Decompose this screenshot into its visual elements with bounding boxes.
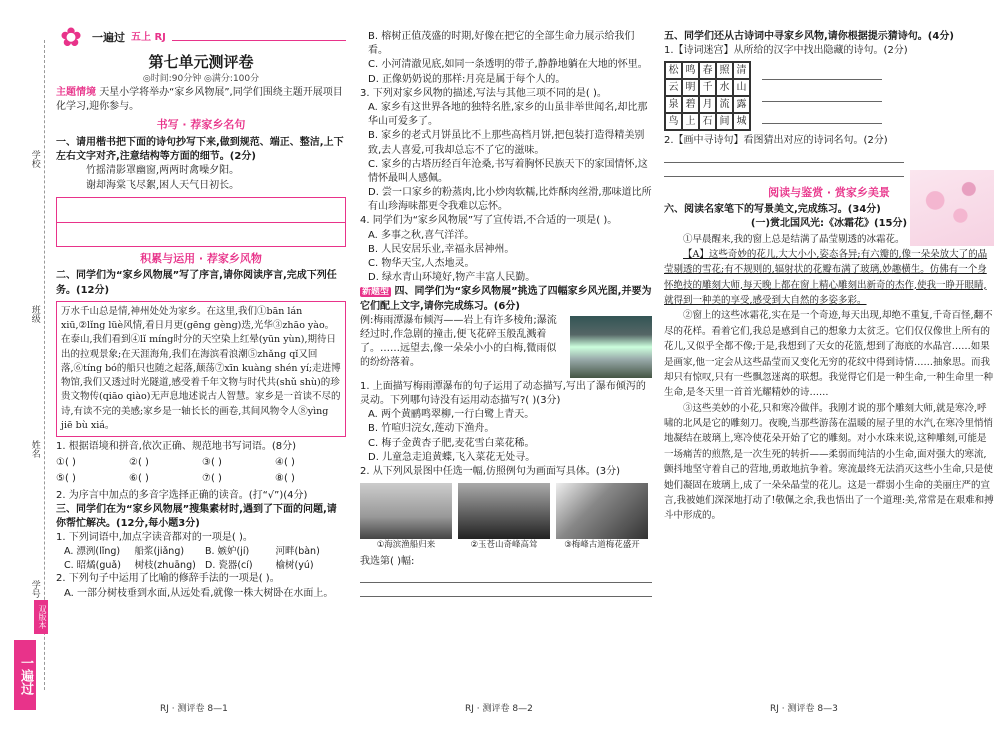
option-a[interactable]: A. 漂洌(lǐng) <box>64 546 121 558</box>
plum-blossom-painting <box>910 170 994 246</box>
maze-cell[interactable]: 水 <box>716 79 733 96</box>
page-1 <box>56 23 346 601</box>
maze-cell[interactable]: 露 <box>733 96 750 113</box>
blank-7[interactable]: ⑦( ) <box>202 473 222 485</box>
essay-paragraph-3: ③这些美妙的小花,只和寒冷做伴。我刚才说的那个雕刻大师,就是寒冷,呼啸的北风是它的雕刻刀。夜晚,当那些游荡在温暖的屋子里的水汽,在寒冷里悄悄地凝结在玻璃上,寒冷使花朵开始了它的雕刻。对小水珠来说,这种雕刻,可能是一场痛苦的煎熬,是一次生死的转折——柔弱而纯洁的小生命,面对强大的寒流,颤抖地坚守着自己的营地,勇敢地抗争着。寒流最终无法消灭这些小生命,只是使她们凝固在玻璃上,成了一朵朵晶莹的花儿。这是一群弱小生命的美丽庄严的宣言,我被她们深深地打动了!敬佩之余,我也悟出了一个道理:美,常常是在艰难和搏斗中形成的。 <box>664 402 994 522</box>
section-banner-reading: 阅读与鉴赏 · 赏家乡美景 <box>768 185 890 199</box>
question-3-4: 4. 同学们为“家乡风物展”写了宣传语,不合适的一项是( )。 <box>360 215 618 227</box>
plum-blossom-photo <box>556 483 648 539</box>
option-a2: 船浆(jiǎng) <box>134 546 185 558</box>
page-2 <box>360 30 652 597</box>
question-3-1-options <box>56 545 346 572</box>
picture-1-caption: ①海滨渔船归来 <box>376 540 436 551</box>
question-3-4-option-d[interactable]: D. 绿水青山环境好,物产丰富人民勤。 <box>368 272 536 284</box>
question-3-4-option-c[interactable]: C. 物华天宝,人杰地灵。 <box>368 258 475 269</box>
question-1: 一、请用楷书把下面的诗句抄写下来,做到规范、端正、整洁,上下左右文字对齐,注意结构等方面的细节。(2分) <box>56 137 344 163</box>
maze-cell[interactable]: 石 <box>699 113 716 130</box>
picture-2[interactable] <box>458 483 550 551</box>
example-text: 例:梅雨潭瀑布倾泻——岩上有许多棱角;瀑流经过时,作急剧的撞击,便飞花碎玉般乱溅着了。……远望去,像一朵朵小小的白梅,微雨似的纷纷落着。 <box>360 314 557 369</box>
maze-cell[interactable]: 间 <box>716 113 733 130</box>
maze-cell[interactable]: 鸣 <box>682 62 699 79</box>
section-banner-usage: 积累与运用 · 荐家乡风物 <box>140 251 262 265</box>
maze-cell[interactable]: 上 <box>682 113 699 130</box>
essay-paragraph-a: 【A】这些奇妙的花儿,大大小小,姿态各异;有六瓣的,像一朵朵放大了的晶莹剔透的雪花;有不规则的,辐射状的花瓣布满了玻璃,妙趣横生。仿佛有一个身怀绝技的雕刻大师,每天晚上都在窗上精心雕刻出新奇的杰作,使我一睁开眼睛,就得到一种美的享受,感受到大自然的多姿多彩。 <box>664 248 988 307</box>
maze-cell[interactable]: 山 <box>733 79 750 96</box>
question-3-2: 2. 下列句子中运用了比喻的修辞手法的一项是( )。 <box>56 573 280 585</box>
name-label: 姓名 <box>29 440 40 458</box>
blank-6[interactable]: ⑥( ) <box>129 473 149 485</box>
essay-paragraph-1: ①早晨醒来,我的窗上总是结满了晶莹剔透的冰霜花。 <box>683 233 905 245</box>
example-block <box>360 314 652 371</box>
question-3-2-option-d[interactable]: D. 正像奶奶说的那样:月亮是属于每个人的。 <box>368 73 566 85</box>
fishing-boat-photo <box>360 483 452 539</box>
maze-cell[interactable]: 春 <box>699 62 716 79</box>
reading-1-title: (一)赏北国风光:《冰霜花》(15分) <box>750 218 908 230</box>
question-2-2: 2. 为序言中加点的多音字选择正确的读音。(打“√”)(4分) <box>56 489 308 501</box>
test-title: 第七单元测评卷 <box>148 53 254 71</box>
blank-3[interactable]: ③( ) <box>202 457 222 469</box>
choose-prompt: 我选第( )幅: <box>360 556 415 568</box>
class-label: 班级 <box>29 305 40 323</box>
maze-cell[interactable]: 云 <box>665 79 682 96</box>
question-3-3-option-c[interactable]: C. 家乡的古塔历经百年沧桑,书写着胸怀民族天下的家国情怀,这情怀最叫人感佩。 <box>368 158 648 184</box>
maze-cell[interactable]: 明 <box>682 79 699 96</box>
new-type-tag: 新题型 <box>362 287 390 298</box>
header-brand: 一遍过 <box>92 31 125 45</box>
picture-1[interactable] <box>360 483 452 551</box>
question-2-1: 1. 根据语境和拼音,依次正确、规范地书写词语。(8分) <box>56 441 297 453</box>
star-logo-icon: ✿ <box>60 23 82 53</box>
maze-answer-line-3[interactable] <box>762 110 882 124</box>
question-3-3-option-b[interactable]: B. 家乡的老式月饼虽比不上那些高档月饼,把包装打造得精美别致,去人喜爱,可我却总忘不了它的滋味。 <box>368 130 645 156</box>
maze-cell[interactable]: 照 <box>716 62 733 79</box>
school-label: 学校 <box>29 150 40 168</box>
preface-passage: 万水千山总是情,神州处处为家乡。在这里,我们①bān lán xiū,②lǐng lüè风情,看日月更(gēng gèng)迭,光华③zhāo yào。在泰山,我们看到④lǐ míng时分的天空染上红晕(yūn yùn),期待日出的拉观景象;在天涯海角,我们在海滨看浪潮⑤zhǎng qǐ又回落,⑥tíng bó的船只也随之起落,颠荡⑦xīn kuàng shén yí;走进博物馆,我们又透过时光隧道,感受着千年文物与时代共(shǔ shù)的珍贵文物传(qiāo qiào)无声息地述说古人智慧。家乡是一首读不尽的诗,有读不完的美感;家乡是一轴长长的画卷,其间风物令人⑧yìng jiē bù xiá。 <box>56 301 346 437</box>
word-blanks <box>56 456 346 486</box>
maze-answer-line-2[interactable] <box>762 88 882 102</box>
option-b2: 河畔(bàn) <box>275 546 320 558</box>
question-3-3-option-d[interactable]: D. 尝一口家乡的粉蒸肉,比小炒肉软糯,比炸酥肉丝滑,那味道比所有山珍海味都更令我难以忘怀。 <box>368 187 652 213</box>
question-4-1-option-c[interactable]: C. 梅子金黄杏子肥,麦花雪白菜花稀。 <box>368 437 535 449</box>
question-5-1: 1.【诗词迷宫】从所给的汉字中找出隐藏的诗句。(2分) <box>664 45 908 57</box>
question-4-1-option-b[interactable]: B. 竹喧归浣女,莲动下渔舟。 <box>368 423 495 435</box>
option-d[interactable]: D. 瓷器(cí) <box>205 559 253 571</box>
theme-text: 天星小学将举办“家乡风物展”,同学们围绕主题开展项目化学习,迎你参与。 <box>56 87 343 113</box>
page-header <box>56 23 346 53</box>
test-meta: ◎时间:90分钟 ◎满分:100分 <box>142 74 260 85</box>
blank-5[interactable]: ⑤( ) <box>56 473 76 485</box>
maze-cell[interactable]: 清 <box>733 62 750 79</box>
number-label: 学号 <box>29 580 40 598</box>
question-3-3: 3. 下列对家乡风物的描述,写法与其他三项不同的是( )。 <box>360 87 607 99</box>
picture-3-caption: ③梅峰古道梅花盛开 <box>564 540 640 551</box>
question-3-2-option-c[interactable]: C. 小河清澈见底,如同一条透明的带子,静静地躺在大地的怀里。 <box>368 59 648 71</box>
blank-8[interactable]: ⑧( ) <box>275 473 295 485</box>
question-4-text: 四、同学们为“家乡风物展”挑选了四幅家乡风光图,并要为它们配上文字,请你完成练习。(6分) <box>360 286 652 312</box>
footer-page-2: RJ · 测评卷 8—2 <box>465 704 533 714</box>
question-3-4-option-b[interactable]: B. 人民安居乐业,幸福永居神州。 <box>368 243 515 255</box>
page-3 <box>664 30 994 524</box>
option-b[interactable]: B. 嫉妒(jí) <box>205 546 250 558</box>
maze-cell[interactable]: 月 <box>699 96 716 113</box>
cut-line <box>44 40 45 690</box>
question-4-1-option-a[interactable]: A. 两个黄鹂鸣翠柳,一行白鹭上青天。 <box>368 409 535 421</box>
answer-line-2[interactable] <box>360 583 652 597</box>
maze-cell[interactable]: 千 <box>699 79 716 96</box>
question-3-3-option-a[interactable]: A. 家乡有这世界各地的独特名胜,家乡的山虽非举世闻名,却比那华山可爱多了。 <box>368 101 648 128</box>
footer-page-1: RJ · 测评卷 8—1 <box>160 704 228 714</box>
poem-answer-line-2[interactable] <box>664 163 904 177</box>
maze-cell[interactable]: 松 <box>665 62 682 79</box>
maze-cell[interactable]: 流 <box>716 96 733 113</box>
question-5: 五、同学们还从古诗词中寻家乡风物,请你根据提示猜诗句。(4分) <box>664 31 954 42</box>
maze-cell[interactable]: 鸟 <box>665 113 682 130</box>
question-3-4-option-a[interactable]: A. 多事之秋,喜气洋洋。 <box>368 229 475 241</box>
answer-line-1[interactable] <box>360 569 652 583</box>
header-rule <box>172 40 346 41</box>
question-5-2: 2.【画中寻诗句】看图猜出对应的诗词名句。(2分) <box>664 135 888 147</box>
mountain-photo <box>458 483 550 539</box>
poem-line-1: 竹摇清影罩幽窗,两两时禽噪夕阳。 <box>86 165 240 177</box>
side-brand-logo: 一遍过 <box>14 640 36 710</box>
question-4-1: 1. 上面描写梅雨潭瀑布的句子运用了动态描写,写出了瀑布倾泻的灵动。下列哪句诗没有运用动态描写?( )(3分) <box>360 380 646 406</box>
maze-cell[interactable]: 泉 <box>665 96 682 113</box>
maze-answer-lines <box>762 58 882 124</box>
question-2: 二、同学们为“家乡风物展”写了序言,请你阅读序言,完成下列任务。(12分) <box>56 270 337 296</box>
option-c2: 树枝(zhuāng) <box>134 559 196 571</box>
question-4 <box>360 285 652 313</box>
option-d2: 榆树(yú) <box>275 559 314 571</box>
poem-line-2: 谢却海棠飞尽絮,困人天气日初长。 <box>86 179 240 191</box>
maze-cell[interactable]: 城 <box>733 113 750 130</box>
option-c[interactable]: C. 昭燏(guǎ) <box>64 559 121 571</box>
poem-answer-line-1[interactable] <box>664 149 904 163</box>
poem-maze-grid <box>664 61 751 131</box>
blank-4[interactable]: ④( ) <box>275 457 295 469</box>
question-3-2-option-a[interactable]: A. 一部分树枝垂到水面,从远处看,就像一株大树卧在水面上。 <box>64 587 334 599</box>
maze-row <box>664 58 994 134</box>
version-tag: 双版本 <box>34 600 48 634</box>
section-banner-writing: 书写 · 荐家乡名句 <box>156 118 246 132</box>
question-4-2: 2. 从下列风景图中任选一幅,仿照例句为画面写具体。(3分) <box>360 465 621 477</box>
binding-margin <box>0 0 54 735</box>
question-3: 三、同学们在为“家乡风物展”搜集素材时,遇到了下面的问题,请你帮忙解决。(12分,每小题3分) <box>56 503 337 529</box>
maze-cell[interactable]: 碧 <box>682 96 699 113</box>
waterfall-photo <box>570 316 652 378</box>
handwriting-box[interactable] <box>56 197 346 247</box>
picture-3[interactable] <box>556 483 648 551</box>
maze-answer-line-1[interactable] <box>762 66 882 80</box>
picture-2-caption: ②玉苍山奇峰高耸 <box>470 540 538 551</box>
theme-label: 主题情境 <box>56 87 96 99</box>
question-4-1-option-d[interactable]: D. 儿童急走追黄蝶,飞入菜花无处寻。 <box>368 451 536 463</box>
scenery-pictures <box>360 483 652 551</box>
header-edition: 五上 RJ <box>131 31 166 43</box>
footer-page-3: RJ · 测评卷 8—3 <box>770 704 838 714</box>
blank-2[interactable]: ②( ) <box>129 457 149 469</box>
question-3-2-option-b[interactable]: B. 榕树正值茂盛的时期,好像在把它的全部生命力展示给我们看。 <box>368 31 635 57</box>
theme-intro <box>56 86 346 114</box>
blank-1[interactable]: ①( ) <box>56 457 76 469</box>
essay-paragraph-2: ②窗上的这些冰霜花,实在是一个奇迹,每天出现,却绝不重复,千奇百怪,翻不尽的花样。看着它们,我总是感到自己的想象力太贫乏。它们仅仅像世上所有的花儿,又似乎全都不像;于是,我想到了天女的花篮,想到了海底的水晶宫……如果是画家,他一定会从这些晶莹而又变化无穷的花纹中得到诗情……抽象思。而我却只有惊叹,只有一些飘忽迷离的联想。我觉得它们是一种生命,一种生命里一种生命,是冬天里一首首光耀精妙的诗…… <box>664 310 994 399</box>
question-6: 六、阅读名家笔下的写景美文,完成练习。(34分) <box>664 204 881 216</box>
question-3-1: 1. 下列词语中,加点字读音都对的一项是( )。 <box>56 532 253 544</box>
